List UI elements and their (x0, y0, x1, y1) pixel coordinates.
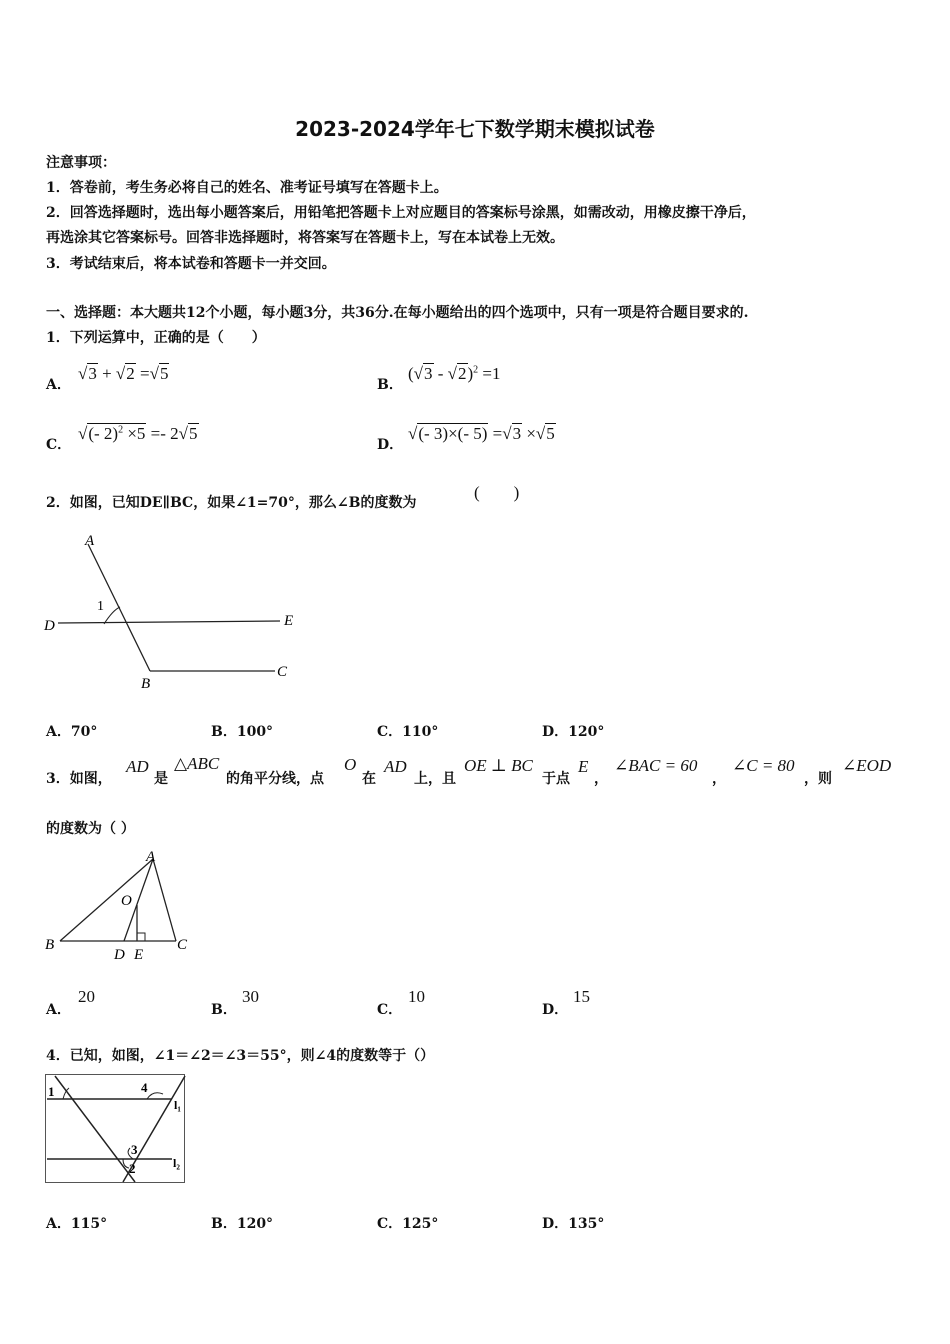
q3-option-a-value: 20 (78, 987, 95, 1006)
q4-option-c: C．125° (377, 1216, 439, 1232)
q2-option-c: C．110° (377, 724, 439, 740)
q3-option-b-value: 30 (242, 987, 259, 1006)
q1-option-a-formula: √3 + √2 =√5 (78, 364, 169, 383)
label-a: A (85, 533, 95, 549)
q3-text: 于点 (542, 771, 570, 787)
q3-math: O (344, 755, 357, 774)
q4-option-b: B．120° (211, 1216, 274, 1232)
q1-option-c-label: C． (46, 437, 72, 453)
label-c: C (277, 664, 288, 680)
q3-figure (40, 845, 200, 970)
label-b: B (141, 676, 151, 692)
label-e: E (134, 947, 144, 963)
q2-answer-paren: ( ) (474, 483, 520, 502)
section-heading: 一、选择题：本大题共12个小题，每小题3分，共36分.在每小题给出的四个选项中，只有一项是符合题目要求的. (46, 305, 749, 321)
q4-stem: 4．已知，如图，∠1＝∠2＝∠3＝55°，则∠4的度数等于（） (46, 1048, 435, 1064)
q2-figure (40, 528, 310, 698)
note-item: 1．答卷前，考生务必将自己的姓名、准考证号填写在答题卡上。 (46, 180, 448, 196)
q3-text: 在 (362, 771, 376, 787)
label-1: 1 (48, 1084, 55, 1099)
q1-stem: 1．下列运算中，正确的是（ ） (46, 330, 266, 346)
q4-figure (45, 1074, 187, 1186)
q3-option-c-value: 10 (408, 987, 425, 1006)
note-item: 再选涂其它答案标号。回答非选择题时，将答案写在答题卡上，写在本试卷上无效。 (46, 230, 564, 246)
notes-heading: 注意事项： (46, 155, 116, 171)
q1-option-c-formula: √(- 2)$^2$ ×5 =- 2√5 (78, 424, 198, 443)
label-a: A (146, 849, 156, 865)
label-3: 3 (131, 1142, 138, 1157)
line-ac (153, 859, 176, 941)
label-l1: l₁ (174, 1098, 181, 1112)
q3-math: AD (126, 757, 149, 776)
q3-stem-line2: 的度数为（ ） (46, 821, 135, 837)
q3-math: OE ⊥ BC (464, 756, 533, 775)
q3-text: 上，且 (414, 771, 456, 787)
right-angle-mark (137, 933, 145, 941)
q3-option-c-label: C． (377, 1002, 403, 1018)
q3-math: ∠C = 80 (732, 756, 795, 775)
label-d: D (44, 618, 55, 634)
note-item: 2．回答选择题时，选出每小题答案后，用铅笔把答题卡上对应题目的答案标号涂黑，如需改动，用橡皮擦干净后， (46, 205, 756, 221)
label-e: E (284, 613, 294, 629)
angle-1-arc (104, 607, 120, 624)
transversal-1 (55, 1076, 135, 1182)
q3-math: AD (384, 757, 407, 776)
q3-option-b-label: B． (211, 1002, 237, 1018)
q3-math: ∠BAC = 60 (614, 756, 698, 775)
q1-option-d-formula: √(- 3)×(- 5) =√3 ×√5 (408, 424, 555, 443)
q3-text: ，则 (804, 771, 832, 787)
q3-option-d-value: 15 (573, 987, 590, 1006)
note-item: 3．考试结束后，将本试卷和答题卡一并交回。 (46, 256, 336, 272)
q2-stem: 2．如图，已知DE∥BC，如果∠1=70°，那么∠B的度数为 (46, 495, 417, 511)
q3-text: 是 (154, 771, 168, 787)
q1-option-a-label: A． (46, 377, 71, 393)
q4-option-d: D．135° (542, 1216, 605, 1232)
label-d: D (114, 947, 125, 963)
line-de (58, 621, 280, 623)
q3-math: E (578, 757, 589, 776)
label-o: O (121, 893, 132, 909)
q3-text: ， (594, 771, 608, 787)
q4-option-a: A．115° (46, 1216, 108, 1232)
page-title: 2023-2024学年七下数学期末模拟试卷 (295, 117, 655, 141)
label-l2: l₂ (173, 1156, 180, 1170)
label-b: B (45, 937, 55, 953)
q3-math: △ABC (174, 754, 220, 773)
q3-option-a-label: A． (46, 1002, 71, 1018)
q1-option-b-formula: (√3 - √2)$^2$ =1 (408, 364, 501, 383)
q3-option-d-label: D． (542, 1002, 569, 1018)
q2-option-a: A．70° (46, 724, 98, 740)
label-4: 4 (141, 1080, 148, 1095)
q3-text: 的角平分线，点 (226, 771, 324, 787)
q2-option-b: B．100° (211, 724, 274, 740)
label-2: 2 (129, 1161, 136, 1176)
q1-option-b-label: B． (377, 377, 403, 393)
angle-4-arc (147, 1093, 163, 1099)
q3-stem-prefix: 3．如图， (46, 771, 112, 787)
label-1: 1 (97, 599, 104, 614)
q1-option-d-label: D． (377, 437, 404, 453)
q2-option-d: D．120° (542, 724, 605, 740)
q3-text: ， (712, 771, 726, 787)
q3-math: ∠EOD (842, 756, 892, 775)
label-c: C (177, 937, 188, 953)
